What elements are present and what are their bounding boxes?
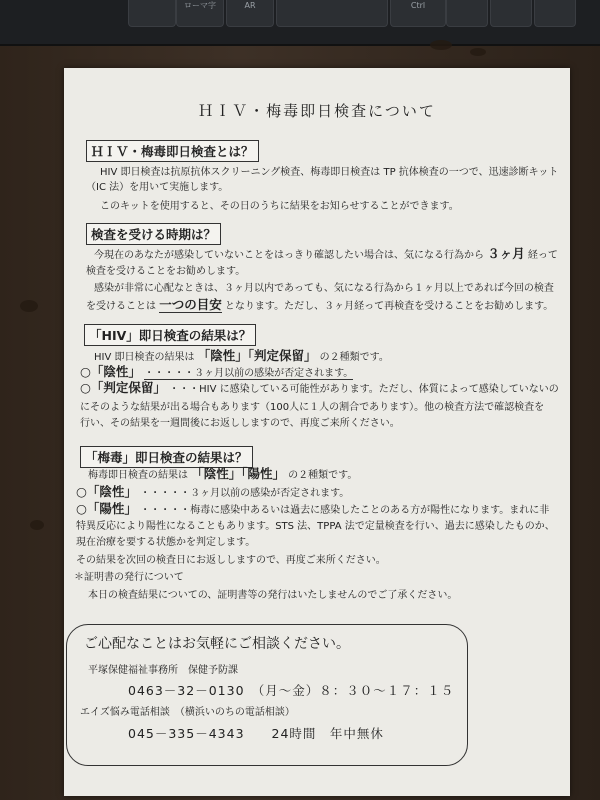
contact-hotline: エイズ悩み電話相談 （横浜いのちの電話相談）	[80, 707, 295, 718]
section3-line: 行い、その結果を一週間後にお返ししますので、再度ご来所ください。	[80, 418, 400, 429]
contact-office: 平塚保健福祉事務所 保健予防課	[88, 665, 238, 676]
section4-intro	[88, 467, 357, 483]
contact-office-phone: 0463－32－0130 （月～金）８：３０～１７：１５	[128, 683, 455, 698]
section4-negative-text: ・・・・・３ヶ月以前の感染が否定されます。	[140, 488, 350, 499]
section4-line: その結果を次回の検査日にお返ししますので、再度ご来所ください。	[76, 555, 386, 566]
document-page	[64, 68, 570, 796]
section3-line: にそのような結果が出る場合もあります（100人に１人の割合であります）。他の検査方法で確認検査を	[80, 402, 545, 413]
section3-negative-text: ・・・・・３ヶ月以前の感染が否定されます。	[144, 368, 354, 379]
section-heading-timing: 検査を受ける時期は？	[86, 223, 221, 245]
section1-line: （IC 法）を用いて実施します。	[86, 182, 229, 193]
section-heading-hiv-result: 「HIV」即日検査の結果は？	[84, 324, 256, 346]
section4-intro-post: の２種類です。	[288, 470, 358, 481]
section3-hold-label: ○「判定保留」	[80, 380, 166, 395]
keyboard-key-romaji: ローマ字	[176, 0, 224, 27]
section4-line: 特異反応により陽性になることもあります。STS 法、TPPA 法で定量検査を行い、過去に感染したものか、	[76, 521, 555, 532]
desk-stain	[430, 40, 452, 50]
section2-line4-post: となります。ただし、３ヶ月経って再検査を受けることをお勧めします。	[224, 301, 554, 312]
keyboard-key-ar: AR	[226, 0, 274, 27]
section4-positive	[76, 502, 549, 518]
section2-line	[86, 298, 553, 314]
section2-line4-pre: を受けることは	[86, 301, 156, 312]
section4-negative-label: ○「陰性」	[76, 484, 137, 499]
desk-stain	[30, 520, 44, 530]
keyboard-key	[446, 0, 488, 27]
desk-stain	[470, 48, 486, 56]
section2-line1-post: 経って	[527, 250, 558, 261]
section4-line: 現在治療を要する状態かを判定します。	[76, 537, 256, 548]
certificate-text: 本日の検査結果についての、証明書等の発行はいたしませんのでご了承ください。	[88, 590, 458, 601]
keyboard	[0, 0, 600, 46]
section2-one-guideline: 一つの目安	[159, 297, 222, 312]
section3-intro-pre: HIV 即日検査の結果は	[94, 352, 195, 363]
section2-line: 感染が非常に心配なときは、３ヶ月以内であっても、気になる行為から１ヶ月以上であれば今回の検査	[94, 283, 554, 294]
section3-intro	[94, 349, 389, 365]
keyboard-key	[534, 0, 576, 27]
keyboard-key	[128, 0, 176, 27]
section4-result-types: 「陰性」「陽性」	[191, 466, 285, 481]
section-heading-syphilis-result: 「梅毒」即日検査の結果は？	[80, 446, 253, 468]
keyboard-key-ctrl: Ctrl	[390, 0, 446, 27]
section4-positive-label: ○「陽性」	[76, 501, 137, 516]
section3-result-types: 「陰性」「判定保留」	[197, 348, 317, 363]
section-heading-what-is-test: ＨＩＶ・梅毒即日検査とは？	[86, 140, 259, 162]
section3-hold-text: ・・・HIV に感染している可能性があります。ただし、体質によって感染していないの	[169, 384, 559, 395]
section1-line: HIV 即日検査は抗原抗体スクリーニング検査、梅毒即日検査は TP 抗体検査の一つで、迅速診断キット	[100, 167, 559, 178]
section1-line: このキットを使用すると、その日のうちに結果をお知らせすることができます。	[100, 201, 459, 212]
section2-line1-pre: 今現在のあなたが感染していないことをはっきり確認したい場合は、気になる行為から	[94, 250, 484, 261]
section3-intro-post: の２種類です。	[319, 352, 389, 363]
section2-three-months: ３ヶ月	[487, 246, 525, 261]
keyboard-key	[490, 0, 532, 27]
contact-title: ご心配なことはお気軽にご相談ください。	[84, 636, 350, 652]
section4-negative	[76, 485, 349, 501]
section3-negative	[80, 365, 353, 381]
section3-hold	[80, 381, 559, 397]
section4-intro-pre: 梅毒即日検査の結果は	[88, 470, 188, 481]
document-title: ＨＩＶ・梅毒即日検査について	[198, 102, 436, 120]
desk-stain	[20, 300, 38, 312]
section2-line: 検査を受けることをお勧めします。	[86, 266, 246, 277]
certificate-heading: ＊証明書の発行について	[74, 572, 184, 583]
keyboard-key	[276, 0, 388, 27]
section4-positive-text: ・・・・・梅毒に感染中あるいは過去に感染したことのある方が陽性になります。まれに非	[140, 505, 550, 516]
contact-hotline-phone: 045－335－4343 24時間 年中無休	[128, 726, 384, 741]
section2-line	[94, 247, 558, 263]
section3-negative-label: ○「陰性」	[80, 364, 141, 379]
